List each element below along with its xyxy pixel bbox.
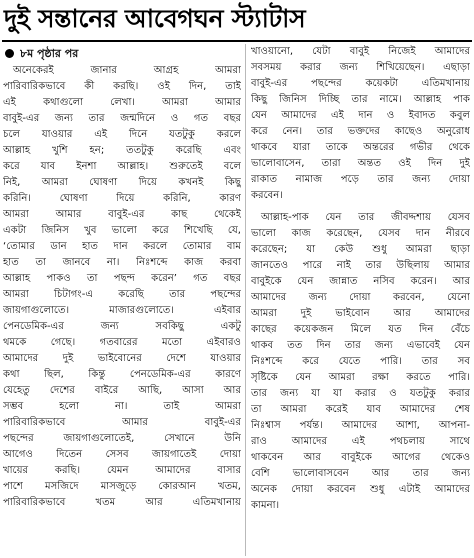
- text-line: অনেকেরই জানার আগ্রহ আমরা: [13, 65, 241, 76]
- text-line: জায়গাগুলোতে। মাজারগুলোতে। এইবার: [3, 305, 241, 316]
- text-line: থাকবেন আর বাবুইকে আগের থেকেও: [251, 452, 470, 463]
- text-line: পারিবারিকভাবে খতম আর এতিমখানায়: [3, 497, 241, 508]
- text-line: থমকে গেছে। গতবারের মতো এইবারও: [3, 337, 241, 348]
- text-line: কামনা।: [251, 500, 280, 511]
- text-line: হাত তা জানবে না। নিঃশব্দে কাজ করবা: [3, 257, 241, 268]
- text-line: খায়ের করছি। যেমন আমাদের বাসার: [3, 465, 241, 476]
- text-line: ভালো কাজ করেছেন, যেসব দান নীরবে: [251, 228, 470, 239]
- text-line: বাবুই-এর পছন্দের কয়েকটা এতিমখানায়: [251, 78, 470, 89]
- text-line: করে নেন। তার ভক্তদের কাছেও অনুরোধ: [251, 126, 470, 137]
- text-line: কথা ছিল, কিন্তু পেনডেমিক-এর কারণে: [3, 369, 241, 380]
- text-line: ‘তোমার ডান হাত দান করলে তোমার বাম: [3, 241, 241, 252]
- right-paragraph-2: [251, 210, 470, 514]
- text-line: রাকাত নামাজ পড়ে তার জন্য দোয়া: [251, 174, 470, 185]
- text-line: তার জন্য যা যা করার ও যতটুকু করার: [251, 388, 470, 399]
- text-line: আগেও দিতেন সেসব জায়গাতেই দোয়া: [3, 449, 241, 460]
- text-line: সম্ভব হলো না। তাই আমরা: [3, 401, 241, 412]
- text-line: পারিবারিকভাবে আমার বাবুই-এর: [3, 417, 241, 428]
- text-line: করে যাব ইনশা আল্লাহ। শুরুতেই বলে: [3, 161, 241, 172]
- text-line: আমরা দুই ভাইবোন আর আমাদের: [251, 308, 470, 319]
- text-line: জানতেও পারে নাই তার উছিলায় আমার: [251, 260, 470, 271]
- text-line: পছন্দের জায়গাগুলোতেই, সেখানে উনি: [3, 433, 241, 444]
- text-line: যেন আমাদের এই দান ও ইবাদত কবুল: [251, 110, 470, 121]
- text-line: খাওয়ানো, যেটা বাবুই নিজেই আমাদের: [251, 46, 470, 57]
- text-line: পাশে মসজিদে মাসজুড়ে কোরআন খতম,: [3, 481, 241, 492]
- left-column-body: [3, 63, 241, 511]
- text-line: আমাদের জন্য দোয়া করবেন, যেনো: [251, 292, 470, 303]
- text-line: এই কথাগুলো লেখা। আমরা আমার: [3, 97, 241, 108]
- text-line: যেহেতু দেশের বাইরে আছি, আসা আর: [3, 385, 241, 396]
- text-line: নিই, আমরা ঘোষণা দিয়ে কখনই কিছু: [3, 177, 241, 188]
- text-line: বেশি ভালোবাসবেন আর তার জন্য: [251, 468, 470, 479]
- text-line: নিঃশব্দে করে যেতে পারি। তার সব: [251, 356, 470, 367]
- right-paragraph-1: [251, 44, 470, 204]
- text-line: আল্লাহ-পাক যেন তার জীবদ্দশায় যেসব: [261, 212, 470, 223]
- text-line: কাছের কয়েকজন মিলে যত দিন বেঁচে: [251, 324, 470, 335]
- text-line: বাবুই-এর জন্য তার জন্মদিনে ও গত বছর: [3, 113, 241, 124]
- text-line: চলে যাওয়ার এই দিনে যতটুকু করলে: [3, 129, 241, 140]
- text-line: থাকবে যারা তাকে অন্তরের গভীর থেকে: [251, 142, 470, 153]
- text-line: সবসময় করার জন্য শিখিয়েছেন। এছাড়া: [251, 62, 470, 73]
- right-column: [251, 44, 470, 514]
- text-line: আল্লাহ পাকও তা পছন্দ করেন’ গত বছর: [3, 273, 241, 284]
- text-line: ভালোবাসেন, তারা অন্তত ওই দিন দুই: [251, 158, 470, 169]
- text-line: বাবুইকে যেন জান্নাত নসিব করেন। আর: [251, 276, 470, 287]
- left-column: [3, 44, 241, 511]
- text-line: তা আমরা করেই যাব আমাদের শেষ: [251, 404, 470, 415]
- text-line: করেছেন; যা কেউ শুধু আমরা ছাড়া: [251, 244, 470, 255]
- continued-from-label: [3, 44, 241, 63]
- text-line: রাও আমাদের এই পথচলায় সাথে: [251, 436, 470, 447]
- text-line: আল্লাহ খুশি হন; ততটুকু করেছি এবং: [3, 145, 241, 156]
- headline-rule: [2, 40, 472, 42]
- jump-text: ৮ম পৃষ্ঠার পর: [20, 46, 79, 60]
- text-line: নিঃশ্বাস পর্যন্ত। আমাদের আশা, আপনা-: [251, 420, 470, 431]
- text-line: আমরা আমার বাবুই-এর কাছ থেকেই: [3, 209, 241, 220]
- text-line: সৃষ্টিকে যেন আমরা রক্ষা করতে পারি।: [251, 372, 470, 383]
- bullet-icon: [5, 49, 14, 58]
- text-line: একটা জিনিস খুব ভালো করে শিখেছি যে,: [3, 225, 241, 236]
- text-line: আমাদের দুই ভাইবোনের দেশে যাওয়ার: [3, 353, 241, 364]
- text-line: করিনি। ঘোষণা দিয়ে করিনি, কারণ: [3, 193, 241, 204]
- text-line: কিছু জিনিস দিচ্ছি তার নামে। আল্লাহ পাক: [251, 94, 470, 105]
- text-line: করবেন।: [251, 190, 283, 201]
- text-line: পারিবারিকভাবে কী করছি। ওই দিন, তাই: [3, 81, 241, 92]
- column-divider: [245, 44, 246, 556]
- headline: দুই সন্তানের আবেগঘন স্ট্যাটাস: [4, 4, 306, 33]
- text-line: অনেক দোয়া করবেন শুধু এটাই আমাদের: [251, 484, 470, 495]
- text-line: থাকব তত দিন তার জন্য এভাবেই যেন: [251, 340, 470, 351]
- text-line: পেনডেমিক-এর জন্য সবকিছু একটু: [3, 321, 241, 332]
- text-line: আমরা চিটাগং-এ করেছি তার পছন্দের: [3, 289, 241, 300]
